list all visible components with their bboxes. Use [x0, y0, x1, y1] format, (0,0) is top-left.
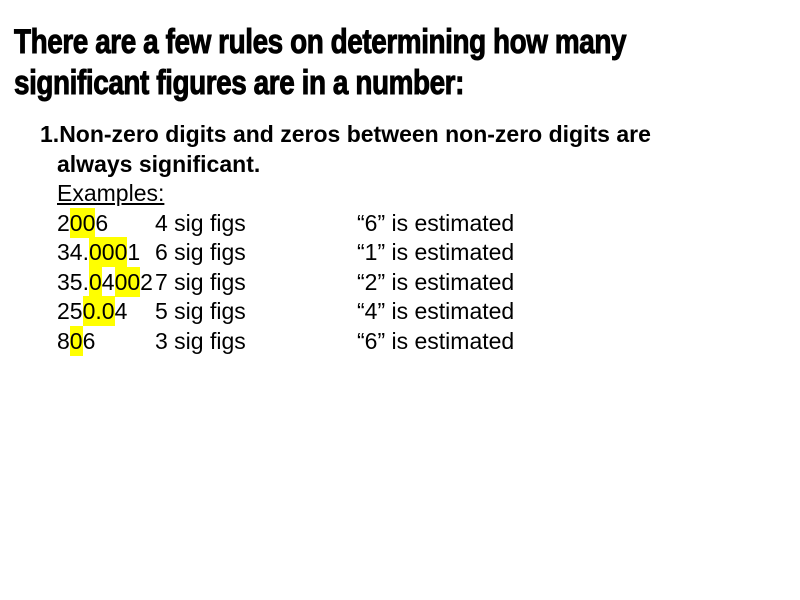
slide-title-line-2: significant figures are in a number:: [14, 64, 465, 102]
slide-title: [14, 22, 760, 104]
rule-1-number-marker: 1.: [40, 121, 60, 147]
number-segment: 2: [140, 268, 153, 295]
number-segment: 25: [57, 298, 83, 324]
example-row: [57, 238, 651, 268]
rule-1-line-1: [40, 120, 651, 150]
number-segment: 6: [82, 327, 96, 354]
example-row: [57, 297, 651, 327]
sig-figs-count: 6 sig figs: [155, 239, 246, 265]
number-segment: 6: [95, 209, 109, 236]
example-number: [57, 327, 155, 357]
number-segment: 8: [57, 327, 70, 354]
slide-title-line-1: There are a few rules on determining how many: [14, 23, 627, 61]
rule-1-text: Non-zero digits and zeros between non-zero digits are: [59, 121, 651, 147]
slide-body: [40, 120, 651, 356]
number-segment: 2: [57, 209, 70, 236]
estimated-note: “1” is estimated: [357, 239, 515, 265]
sig-figs-count: 3 sig figs: [155, 327, 246, 354]
example-number: [57, 297, 155, 327]
number-segment: 4: [114, 298, 128, 324]
example-row: [57, 327, 651, 357]
highlighted-zeros: 00: [69, 209, 96, 236]
highlighted-zeros: 0: [69, 327, 83, 354]
estimated-note: “2” is estimated: [357, 268, 515, 295]
estimated-note: “4” is estimated: [357, 298, 515, 324]
number-segment: 1: [127, 239, 141, 265]
estimated-note: “6” is estimated: [357, 209, 515, 236]
highlighted-zeros: 0: [88, 268, 102, 295]
sig-figs-count: 4 sig figs: [155, 209, 246, 236]
example-row: [57, 268, 651, 298]
number-segment: 4: [101, 268, 115, 295]
sig-figs-count: 7 sig figs: [155, 268, 246, 295]
examples-heading: Examples:: [57, 180, 165, 206]
highlighted-zeros: 00: [114, 268, 141, 295]
examples-heading-row: [57, 179, 651, 209]
rule-1-line-2: always significant.: [57, 150, 261, 177]
example-number: [57, 209, 155, 239]
example-number: [57, 268, 155, 298]
example-number: [57, 238, 155, 268]
highlighted-zeros: 0.0: [82, 298, 115, 324]
example-row: [57, 209, 651, 239]
sig-figs-count: 5 sig figs: [155, 298, 246, 324]
number-segment: 34.: [57, 239, 89, 265]
estimated-note: “6” is estimated: [357, 327, 515, 354]
highlighted-zeros: 000: [88, 239, 128, 265]
number-segment: 35.: [57, 268, 89, 295]
examples-table: [57, 209, 651, 357]
